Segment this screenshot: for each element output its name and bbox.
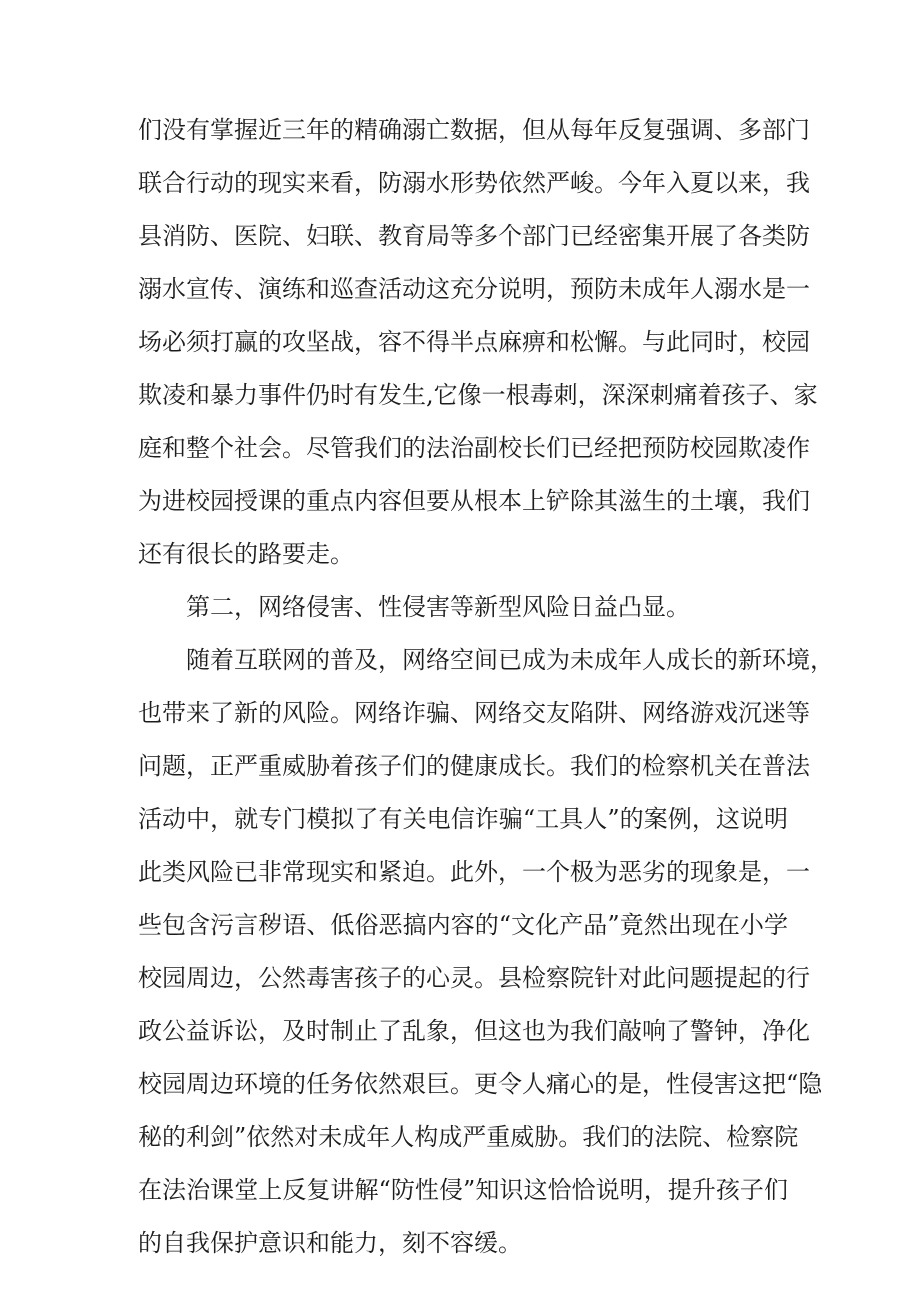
section-heading-2: 第二，网络侵害、性侵害等新型风险日益凸显。 [186, 593, 690, 621]
paragraph-2-line-3: 问题，正严重威胁着孩子们的健康成长。我们的检察机关在普法 [138, 752, 810, 780]
paragraph-2-line-12: 的自我保护意识和能力，刻不容缓。 [138, 1229, 522, 1257]
paragraph-1-line-4: 溺水宣传、演练和巡查活动这充分说明，预防未成年人溺水是一 [138, 275, 810, 303]
paragraph-1-line-2: 联合行动的现实来看，防溺水形势依然严峻。今年入夏以来，我 [138, 169, 810, 197]
paragraph-2-line-2: 也带来了新的风险。网络诈骗、网络交友陷阱、网络游戏沉迷等 [138, 699, 810, 727]
paragraph-1-line-3: 县消防、医院、妇联、教育局等多个部门已经密集开展了各类防 [138, 222, 810, 250]
paragraph-2-line-8: 政公益诉讼，及时制止了乱象，但这也为我们敲响了警钟，净化 [138, 1017, 810, 1045]
paragraph-1-line-6: 欺凌和暴力事件仍时有发生,它像一根毒刺，深深刺痛着孩子、家 [138, 381, 818, 409]
paragraph-1-line-8: 为进校园授课的重点内容但要从根本上铲除其滋生的土壤，我们 [138, 487, 810, 515]
paragraph-2-line-6: 些包含污言秽语、低俗恶搞内容的“文化产品”竟然出现在小学 [138, 911, 788, 939]
paragraph-2-line-11: 在法治课堂上反复讲解“防性侵”知识这恰恰说明，提升孩子们 [138, 1176, 788, 1204]
paragraph-2-line-7: 校园周边，公然毒害孩子的心灵。县检察院针对此问题提起的行 [138, 964, 810, 992]
paragraph-2-line-10: 秘的利剑”依然对未成年人构成严重威胁。我们的法院、检察院 [138, 1123, 799, 1151]
paragraph-2-line-5: 此类风险已非常现实和紧迫。此外，一个极为恶劣的现象是，一 [138, 858, 810, 886]
paragraph-2-line-4: 活动中，就专门模拟了有关电信诈骗“工具人”的案例，这说明 [138, 805, 788, 833]
paragraph-2-line-1: 随着互联网的普及，网络空间已成为未成年人成长的新环境， [186, 646, 834, 674]
paragraph-1-line-5: 场必须打赢的攻坚战，容不得半点麻痹和松懈。与此同时，校园 [138, 328, 810, 356]
paragraph-1-line-9: 还有很长的路要走。 [138, 540, 354, 568]
paragraph-2-line-9: 校园周边环境的任务依然艰巨。更令人痛心的是，性侵害这把“隐 [138, 1070, 823, 1098]
paragraph-1-line-1: 们没有掌握近三年的精确溺亡数据，但从每年反复强调、多部门 [138, 116, 810, 144]
paragraph-1-line-7: 庭和整个社会。尽管我们的法治副校长们已经把预防校园欺凌作 [138, 434, 810, 462]
